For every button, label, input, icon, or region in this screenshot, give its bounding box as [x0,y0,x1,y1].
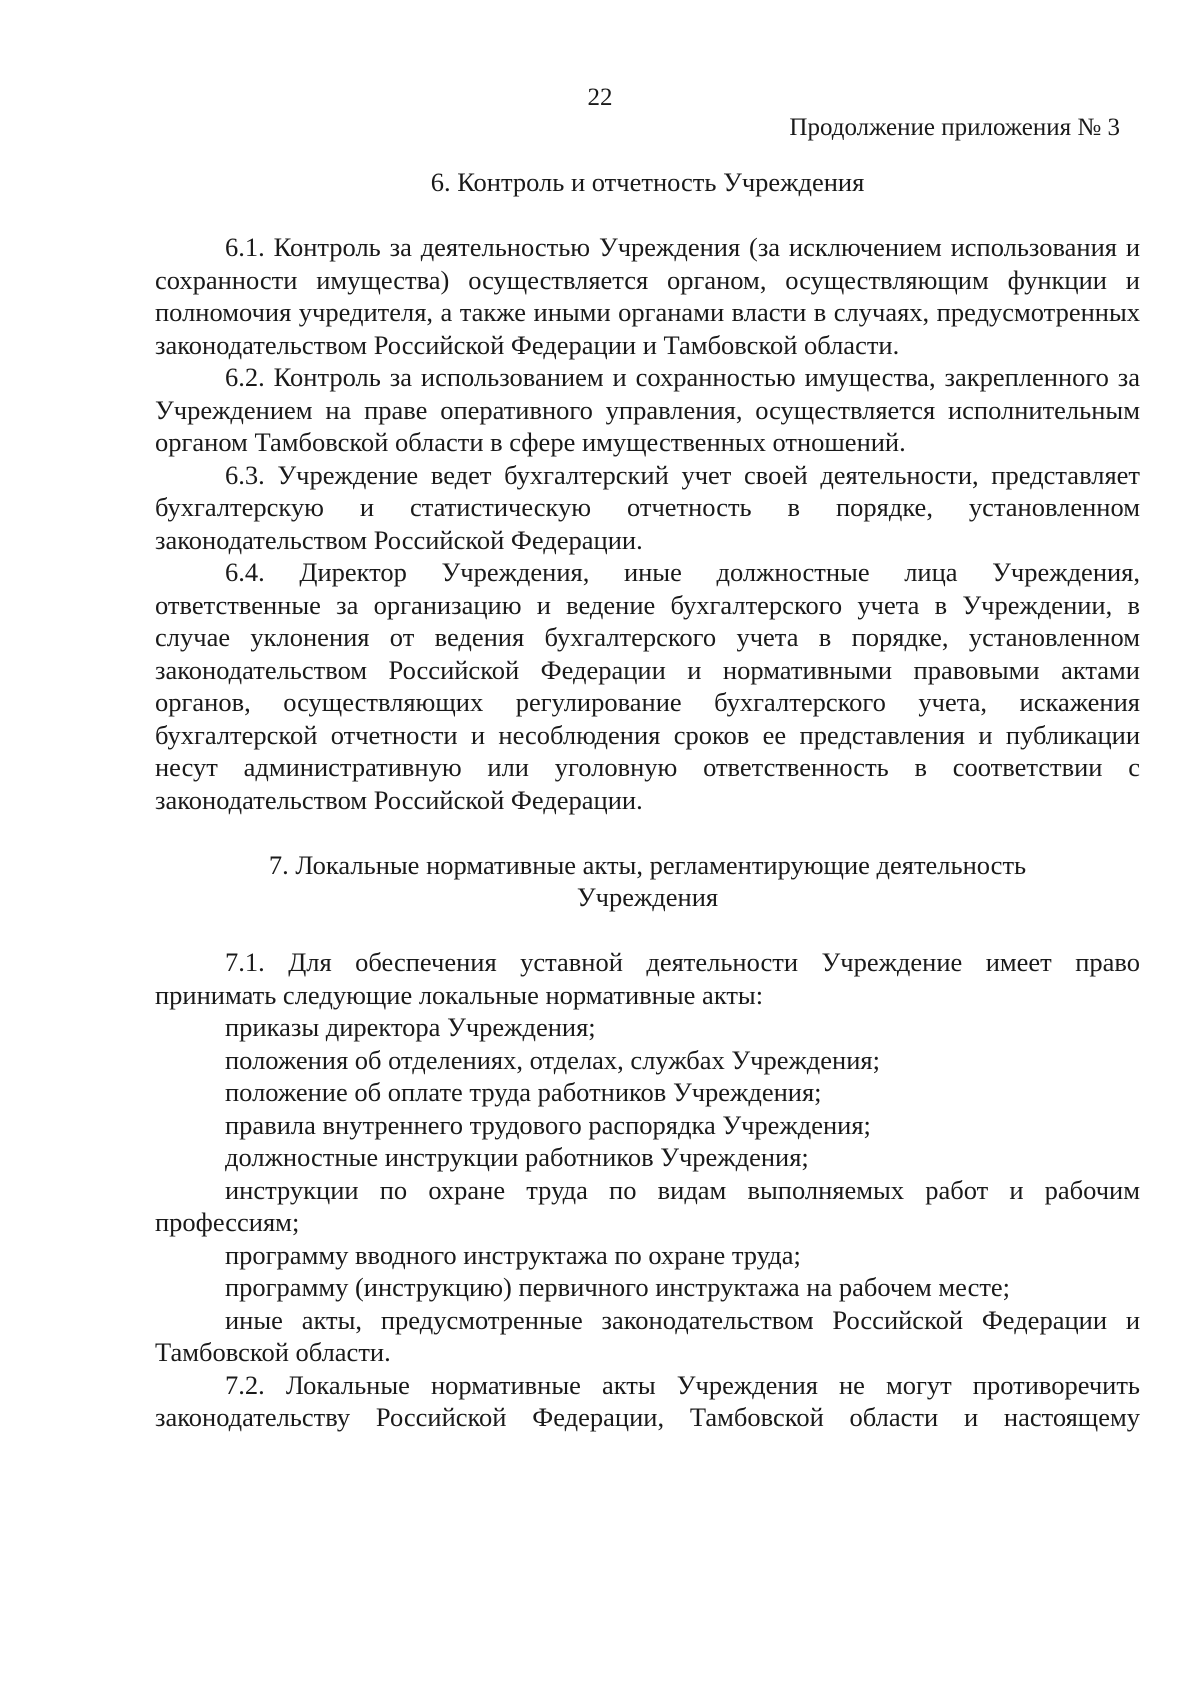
section-6-heading: 6. Контроль и отчетность Учреждения [430,167,865,197]
list-item-labor-rules: правила внутреннего трудового распорядка Учреждения; [225,1109,871,1140]
paragraph-6-2: 6.2. Контроль за использованием и сохранностью имущества, закрепленного за Учреждением на праве оперативного управления, осуществляется исполнительным органом Тамбовской области в сфере имущественных отношений. [155,362,1140,457]
page-number: 22 [587,84,613,111]
list-item-job-instructions: должностные инструкции работников Учреждения; [225,1142,809,1172]
list-item-department-regulations: положения об отделениях, отделах, службах Учреждения; [225,1044,880,1075]
paragraph-7-1: 7.1. Для обеспечения уставной деятельности Учреждение имеет право принимать следующие локальные нормативные акты: [155,947,1140,1010]
list-item-induction-program: программу вводного инструктажа по охране труда; [225,1239,801,1270]
paragraph-6-3: 6.3. Учреждение ведет бухгалтерский учет своей деятельности, представляет бухгалтерскую и статистическую отчетность в порядке, установленном законодательством Российской Федерации. [155,459,1140,555]
paragraph-6-4: 6.4. Директор Учреждения, иные должностные лица Учреждения, ответственные за организацию и ведение бухгалтерского учета в Учреждении, в случае уклонения от ведения бухгалтерского учета в порядке, установленном законодательством Российской Федерации и нормативными правовыми актами органов, осуществляющих регулирование бухгалтерского учета, искажения бухгалтерской отчетности и несоблюдения сроков ее представления и публикации несут административную или уголовную ответственность в соответствии с законодательством Российской Федерации. [155,557,1140,815]
list-item-other-acts: иные акты, предусмотренные законодательством Российской Федерации и Тамбовской области. [155,1304,1140,1367]
list-item-orders: приказы директора Учреждения; [225,1012,596,1042]
list-item-pay-regulation: положение об оплате труда работников Учреждения; [225,1077,822,1107]
paragraph-6-1: 6.1. Контроль за деятельностью Учреждения (за исключением использования и сохранности имущества) осуществляется органом, осуществляющим функции и полномочия учредителя, а также иными органами власти в случаях, предусмотренных законодательством Российской Федерации и Тамбовской области. [155,232,1140,360]
paragraph-7-2: 7.2. Локальные нормативные акты Учреждения не могут противоречить законодательству Российской Федерации, Тамбовской области и настоящему [155,1369,1140,1432]
document-body [155,166,1140,1434]
appendix-continuation-note: Продолжение приложения № 3 [789,114,1120,141]
section-7-heading: 7. Локальные нормативные акты, регламентирующие деятельность Учреждения [268,849,1027,912]
list-item-safety-instructions: инструкции по охране труда по видам выполняемых работ и рабочим профессиям; [155,1174,1140,1237]
list-item-primary-briefing-program: программу (инструкцию) первичного инструктажа на рабочем месте; [225,1272,1011,1302]
